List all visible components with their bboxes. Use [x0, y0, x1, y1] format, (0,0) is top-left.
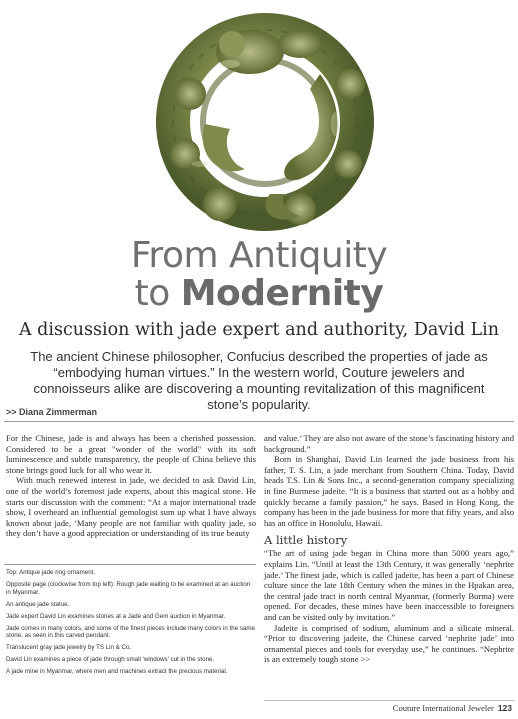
- body-paragraph: For the Chinese, jade is and always has been a cherished possession. Considered to be a great "wonder of the world" with its soft luminescence and subtle transparency, the people of China believe this stone brings good luck for all who wear it.: [6, 433, 256, 475]
- caption: Jade comes in many colors, and some of the finest pieces include many colors in the same stone, as seen in this carved pendant.: [6, 624, 255, 640]
- page-footer: [393, 703, 512, 713]
- byline-divider: [4, 421, 514, 422]
- body-paragraph: and value.’ They are also not aware of the stone’s fascinating history and background.”: [264, 433, 515, 454]
- footer-divider: [264, 700, 514, 701]
- page-number: 123: [497, 703, 512, 713]
- article-title-line2: [0, 274, 518, 314]
- article-title-line1: From Antiquity: [130, 235, 388, 276]
- section-subhead: A little history: [264, 533, 348, 548]
- body-paragraph: Jadeite is comprised of sodium, aluminum and a silicate mineral. “Prior to discovering jadeite, the Chinese carved ‘nephrite jade’ into ornamental pieces and tools for everyday use,” he continues. “Nephrite is an extremely tough stone >>: [264, 622, 514, 665]
- title-emphasis: Modernity: [180, 273, 384, 314]
- article-subtitle: A discussion with jade expert and authority, David Lin: [18, 320, 500, 340]
- jade-ornament-image: [150, 4, 380, 234]
- caption-divider: [4, 564, 256, 565]
- body-paragraph: With much renewed interest in jade, we decided to ask David Lin, one of the world’s foremost jade experts, about this magical stone. He starts our discussion with the comment: “At a major international trade show, I overheard an influential gemologist sum up what I have always known about jade, ‘Many people are not familiar with quality jade, so they don’t have a good appreciation or understanding of its true beauty: [6, 475, 256, 539]
- publication-name: Couture International Jeweler: [392, 703, 494, 713]
- caption: Translucent gray jade jewelry by TS Lin & Co.: [6, 644, 132, 652]
- caption: An antique jade statue.: [6, 600, 70, 608]
- body-paragraph: Born in Shanghai, David Lin learned the jade business from his father, T. S. Lin, a jade merchant from Southern China. Today, David heads T.S. Lin & Sons Inc., a second-generation company specializing in fine Burmese jadeite. “It is a business that started out as a hobby and quickly became a family passion,” he says. Based in Hong Kong, the company has been in the jade business for more that fifty years, and also has an office in Honolulu, Hawaii.: [264, 454, 514, 528]
- caption: David Lin examines a piece of jade through small ‘windows’ cut in the stone.: [6, 656, 215, 664]
- caption: A jade mine in Myanmar, where men and machines extract the precious material.: [6, 668, 228, 676]
- body-column-left: [6, 433, 256, 539]
- caption: Opposite page (clockwise from top left): Rough jade waiting to be examined at an auction in Myanmar.: [6, 580, 251, 596]
- article-dek: The ancient Chinese philosopher, Confucius described the properties of jade as “embodying human virtues.” In the western world, Couture jewelers and connoisseurs alike are discovering a mounting revitalization of this magnificent stone’s popularity.: [30, 349, 488, 412]
- photo-captions: [6, 569, 256, 680]
- caption: Top: Antique jade ring ornament.: [6, 569, 96, 576]
- title-prefix: to: [134, 273, 181, 314]
- body-paragraph: “The art of using jade began in China more than 5000 years ago,” explains Lin. “Until at least the 13th Century, it was generally ‘nephrite jade.’ The finest jade, which is called jadeite, has been a part of Chinese culture since the late 18th Century when the mines in the Hpakan area, the central jade tract in north central Myanmar, (formerly Burma) were opened. For decades, these mines have been inaccessible to foreigners and can be visited only by invitation.”: [264, 548, 514, 622]
- byline: >> Diana Zimmerman: [6, 407, 98, 417]
- caption: Jade expert David Lin examines stones at a Jade and Gem auction in Myanmar.: [6, 612, 226, 620]
- body-column-right: [264, 433, 514, 665]
